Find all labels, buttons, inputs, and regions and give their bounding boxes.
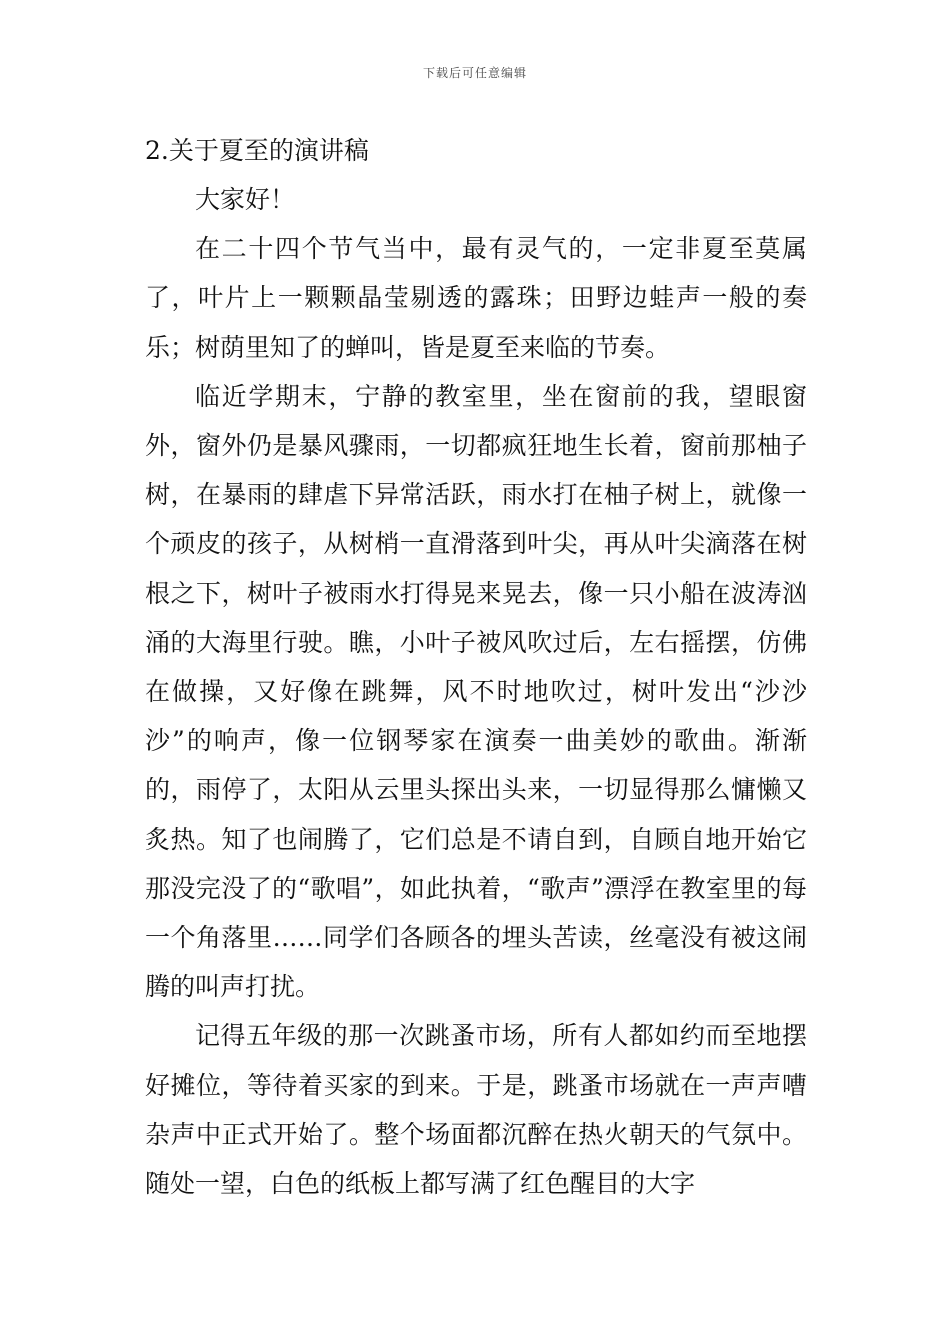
paragraph-flea-market: 记得五年级的那一次跳蚤市场，所有人都如约而至地摆好摊位，等待着买家的到来。于是，跳蚤市场就在一声声嘈杂声中正式开始了。整个场面都沉醉在热火朝天的气氛中。随处一望，白色的纸板上都写满了红色醒目的大字 xyxy=(145,1021,807,1199)
header-note: 下载后可任意编辑 xyxy=(422,66,527,80)
document-title: 2.关于夏至的演讲稿 xyxy=(145,136,369,165)
paragraph-classroom: 临近学期末，宁静的教室里，坐在窗前的我，望眼窗外，窗外仍是暴风骤雨，一切都疯狂地生长着，窗前那柚子树，在暴雨的肆虐下异常活跃，雨水打在柚子树上，就像一个顽皮的孩子，从树梢一直滑落到叶尖，再从叶尖滴落在树根之下，树叶子被雨水打得晃来晃去，像一只小船在波涛汹涌的大海里行驶。瞧，小叶子被风吹过后，左右摇摆，仿佛在做操，又好像在跳舞，风不时地吹过，树叶发出“沙沙沙”的响声，像一位钢琴家在演奏一曲美妙的歌曲。渐渐的，雨停了，太阳从云里头探出头来，一切显得那么慵懒又炙热。知了也闹腾了，它们总是不请自到，自顾自地开始它那没完没了的“歌唱”，如此执着，“歌声”漂浮在教室里的每一个角落里……同学们各顾各的埋头苦读，丝毫没有被这闹腾的叫声打扰。 xyxy=(145,381,807,1002)
paragraph-greeting: 大家好！ xyxy=(195,185,296,214)
paragraph-intro: 在二十四个节气当中，最有灵气的，一定非夏至莫属了，叶片上一颗颗晶莹剔透的露珠；田野边蛙声一般的奏乐；树荫里知了的蝉叫，皆是夏至来临的节奏。 xyxy=(145,234,807,362)
document-body xyxy=(145,126,807,1208)
